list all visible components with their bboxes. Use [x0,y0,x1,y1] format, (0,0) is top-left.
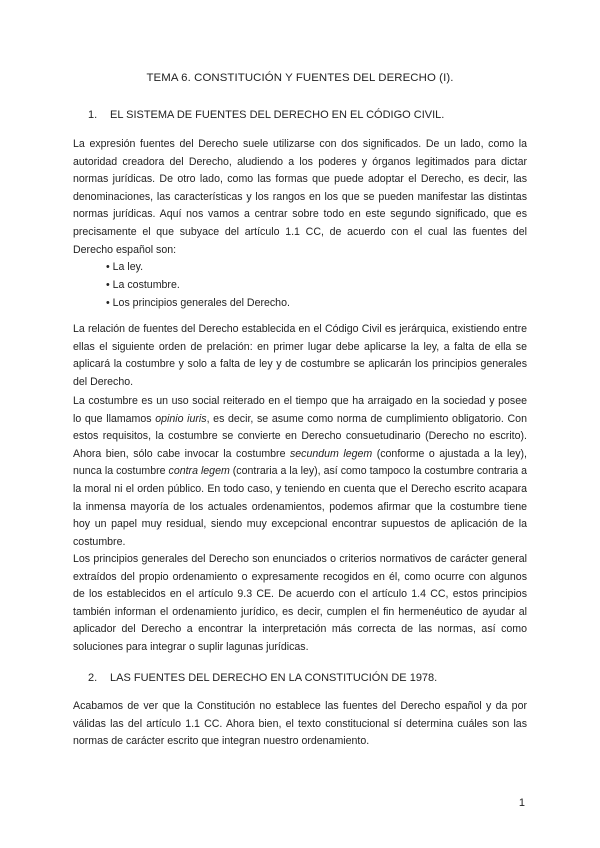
italic-term: secundum legem [289,447,373,460]
list-item: • La costumbre. [106,277,290,295]
section-2-title: LAS FUENTES DEL DERECHO EN LA CONSTITUCIÓN DE 1978. [110,672,438,684]
section-2-heading [88,672,437,684]
page-number: 1 [518,797,525,809]
list-item: • Los principios generales del Derecho. [106,295,290,313]
section-2-number: 2. [88,672,98,684]
section-1-title: EL SISTEMA DE FUENTES DEL DERECHO EN EL CÓDIGO CIVIL. [110,109,445,121]
section-1-paragraph-3 [73,393,527,551]
page-title: TEMA 6. CONSTITUCIÓN Y FUENTES DEL DERECHO (I). [146,72,454,84]
section-2-paragraph-1: Acabamos de ver que la Constitución no establece las fuentes del Derecho español y da por válidas las del artículo 1.1 CC. Ahora bien, el texto constitucional sí determina cuáles son las normas de carácter escrito que integran nuestro ordenamiento. [73,700,527,748]
section-1-number: 1. [88,109,98,121]
italic-term: contra legem [168,465,230,478]
section-1-paragraph-1: La expresión fuentes del Derecho suele utilizarse con dos significados. De un lado, como la autoridad creadora del Derecho, aludiendo a los poderes y órganos legitimados para dictar normas jurídicas. De otro lado, como las formas que puede adoptar el Derecho, es decir, las denominaciones, las características y los rangos en los que se pueden manifestar las distintas normas jurídicas. Aquí nos vamos a centrar sobre todo en este segundo significado, que es precisamente el que subyace del artículo 1.1 CC, de acuerdo con el cual las fuentes del Derecho español son: [73,138,527,256]
text-run: , es decir, se asume como norma de cumplimiento obligatorio. Con estos requisitos, la costumbre se convierte en Derecho consuetudinario (Derecho no escrito). Ahora bien, sólo cabe invocar la costumbre [73,412,527,460]
list-item: • La ley. [106,259,290,277]
sources-list [106,259,290,312]
text-run: La costumbre es un uso social reiterado en el tiempo que ha arraigado en la sociedad y posee lo que llamamos [73,395,527,425]
section-1-heading [88,109,444,121]
section-1-paragraph-4: Los principios generales del Derecho son enunciados o criterios normativos de carácter general extraídos del propio ordenamiento o expresamente recogidos en él, como ocurre con algunos de los establecidos en el artículo 9.3 CE. De acuerdo con el artículo 1.4 CC, estos principios también informan el ordenamiento jurídico, es decir, cumplen el fin hermenéutico de ayudar al aplicador del Derecho a encontrar la interpretación más correcta de las normas, así como soluciones para integrar o suplir lagunas jurídicas. [73,553,527,653]
text-run: (conforme o ajustada a la ley), nunca la costumbre [73,447,527,478]
section-1-paragraph-2: La relación de fuentes del Derecho establecida en el Código Civil es jerárquica, existiendo entre ellas el siguiente orden de prelación: en primer lugar debe aplicarse la ley, a falta de ella se aplicará la costumbre y solo a falta de ley y de costumbre se aplicarán los principios generales del Derecho. [73,323,527,388]
text-run: (contraria a la ley), así como tampoco la costumbre contraria a la moral ni el orden público. En todo caso, y teniendo en cuenta que el Derecho escrito acapara la inmensa mayoría de los actuales ordenamientos, podemos afirmar que la costumbre tiene hoy un papel muy residual, siendo muy excepcional encontrar supuestos de aplicación de la costumbre. [73,465,527,548]
italic-term: opinio iuris [155,412,207,425]
